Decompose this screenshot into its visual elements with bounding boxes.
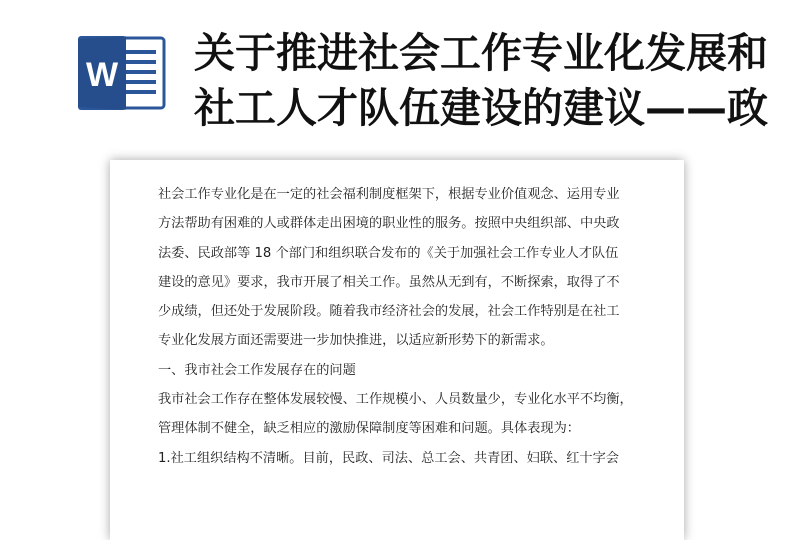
paragraph-line: 方法帮助有困难的人或群体走出困境的职业性的服务。按照中央组织部、中央政 — [158, 216, 620, 232]
paragraph-line: 法委、民政部等 18 个部门和组织联合发布的《关于加强社会工作专业人才队伍 — [158, 245, 619, 261]
page-title — [194, 26, 784, 136]
paragraph-line: 我市社会工作存在整体发展较慢、工作规模小、人员数量少，专业化水平不均衡， — [158, 392, 633, 408]
word-document-icon — [76, 34, 166, 112]
paragraph-line: 专业化发展方面还需要进一步加快推进，以适应新形势下的新需求。 — [158, 333, 554, 349]
section-heading: 一、我市社会工作发展存在的问题 — [158, 362, 356, 378]
document-header — [0, 0, 800, 150]
paragraph-line: 1.社工组织结构不清晰。目前，民政、司法、总工会、共青团、妇联、红十字会 — [158, 450, 619, 466]
paragraph-line: 社会工作专业化是在一定的社会福利制度框架下，根据专业价值观念、运用专业 — [158, 187, 620, 202]
document-body — [158, 180, 648, 473]
paragraph-line: 管理体制不健全，缺乏相应的激励保障制度等困难和问题。具体表现为： — [158, 421, 580, 437]
title-line-1: 关于推进社会工作专业化发展和 — [194, 29, 768, 77]
title-line-2: 社工人才队伍建设的建议——政 — [194, 84, 768, 132]
paragraph-line: 少成绩，但还处于发展阶段。随着我市经济社会的发展，社会工作特别是在社工 — [158, 304, 620, 320]
document-page — [110, 160, 684, 540]
word-icon-letter: W — [85, 56, 119, 94]
paragraph-line: 建设的意见》要求，我市开展了相关工作。虽然从无到有，不断探索，取得了不 — [158, 274, 620, 290]
